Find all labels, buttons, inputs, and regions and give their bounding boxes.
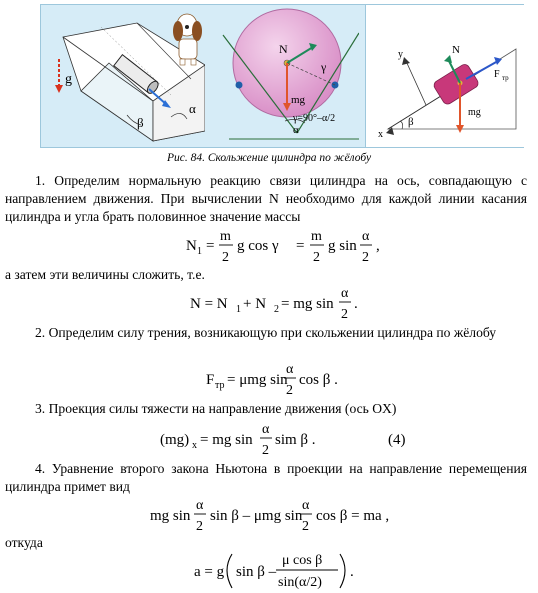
figure-caption: Рис. 84. Скольжение цилиндра по жёлобу [166, 152, 372, 164]
svg-text:g cos γ: g cos γ [237, 238, 279, 254]
beta-label-3: β [408, 116, 414, 128]
svg-text:cos β .: cos β . [299, 372, 338, 388]
svg-text:2: 2 [222, 250, 229, 265]
equation-1 [0, 226, 538, 266]
svg-text:m: m [220, 229, 231, 244]
equation-6 [0, 548, 538, 592]
y-axis-label: y [398, 49, 403, 60]
alpha-label: α [189, 101, 196, 116]
svg-text:=: = [206, 238, 215, 254]
beta-label: β [137, 115, 144, 130]
svg-text:2: 2 [313, 250, 320, 265]
svg-text:2: 2 [286, 383, 293, 398]
paragraph-3: 2. Определим силу трения, возникающую при скольжении цилиндра по жёлобу [35, 325, 497, 340]
svg-text:a = g: a = g [194, 564, 225, 580]
svg-text:g sin: g sin [328, 238, 357, 254]
x-axis-label: x [378, 129, 383, 140]
svg-text:μ cos β: μ cos β [282, 553, 323, 568]
svg-text:N = N: N = N [190, 296, 228, 312]
svg-text:1: 1 [236, 304, 241, 315]
svg-text:sin β – μmg sin: sin β – μmg sin [210, 508, 303, 524]
N-label-2: N [279, 42, 288, 56]
mg-label-2: mg [291, 94, 306, 106]
svg-text:N: N [186, 238, 197, 254]
gamma-eq-label: γ=90°–α/2 [293, 113, 336, 124]
svg-text:2: 2 [274, 304, 279, 315]
svg-text:2: 2 [302, 519, 309, 534]
svg-text:cos β = ma ,: cos β = ma , [316, 508, 390, 524]
equation-3 [0, 358, 538, 398]
svg-text:= mg sin: = mg sin [200, 432, 253, 448]
g-label: g [65, 72, 72, 87]
equation-4 [0, 418, 538, 458]
svg-text:.: . [354, 296, 358, 312]
svg-text:+ N: + N [243, 296, 267, 312]
svg-text:mg sin: mg sin [150, 508, 191, 524]
svg-text:α: α [302, 498, 310, 513]
svg-text:2: 2 [262, 443, 269, 458]
paragraph-1: 1. Определим нормальную реакцию связи цилиндра на ось, совпадающую с направлением движения. При вычислении N необходимо для каждой линии касания цилиндра и угла брать половинное значение массы [5, 173, 527, 224]
svg-text:2: 2 [341, 307, 348, 322]
svg-text:sin β –: sin β – [236, 564, 277, 580]
svg-text:sin(α/2): sin(α/2) [278, 575, 322, 590]
alpha-label-2: α [293, 124, 299, 136]
equation-2 [0, 282, 538, 322]
svg-text:(mg): (mg) [160, 432, 190, 448]
paragraph-2: а затем эти величины сложить, т.е. [5, 267, 205, 282]
mg-label-3: mg [468, 107, 481, 118]
svg-text:α: α [341, 286, 349, 301]
svg-text:(4): (4) [388, 432, 406, 448]
figure-strip [40, 4, 524, 148]
ftr-label: F [494, 69, 500, 80]
svg-text:.: . [350, 564, 354, 580]
paragraph-4: 3. Проекция силы тяжести на направление движения (ось OX) [35, 401, 397, 416]
equation-5 [0, 494, 538, 536]
gamma-label: γ [321, 60, 327, 74]
cross-section-diagram [209, 5, 359, 147]
svg-text:α: α [362, 229, 370, 244]
ftr-sub-label: тр [502, 74, 509, 82]
svg-text:= mg sin: = mg sin [281, 296, 334, 312]
svg-text:α: α [262, 422, 270, 437]
svg-text:,: , [376, 238, 380, 254]
svg-text:F: F [206, 372, 215, 388]
paragraph-5: 4. Уравнение второго закона Ньютона в проекции на направление перемещения цилиндра примет вид [5, 461, 527, 494]
svg-text:m: m [311, 229, 322, 244]
svg-text:2: 2 [196, 519, 203, 534]
force-diagram [365, 5, 524, 147]
svg-text:2: 2 [362, 250, 369, 265]
svg-text:α: α [286, 362, 294, 377]
svg-text:α: α [196, 498, 204, 513]
svg-text:= μmg sin: = μmg sin [227, 372, 288, 388]
svg-text:x: x [192, 440, 197, 451]
svg-text:sim β .: sim β . [275, 432, 316, 448]
svg-text:1: 1 [197, 246, 202, 257]
svg-text:=: = [296, 238, 305, 254]
trough-illustration [41, 5, 205, 147]
paragraph-6: откуда [5, 535, 43, 550]
svg-text:тр: тр [215, 380, 225, 391]
N-label-3: N [452, 44, 460, 56]
